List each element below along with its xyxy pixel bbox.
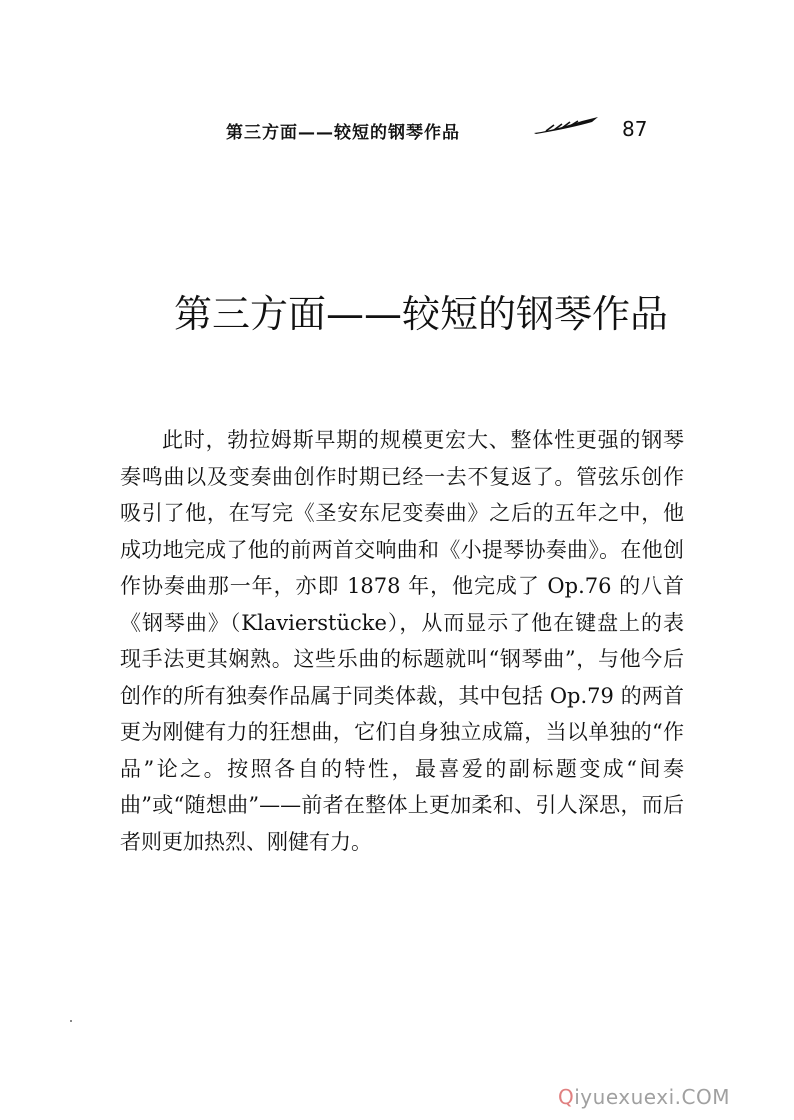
watermark-prefix: Q <box>558 1085 575 1109</box>
body-paragraph: 此时，勃拉姆斯早期的规模更宏大、整体性更强的钢琴奏鸣曲以及变奏曲创作时期已经一去不复返了。管弦乐创作吸引了他，在写完《圣安东尼变奏曲》之后的五年之中，他成功地完成了他的前两首交响曲和《小提琴协奏曲》。在他创作协奏曲那一年，亦即 1878 年，他完成了 Op.76 的八首《钢琴曲》（Klavierstücke），从而显示了他在键盘上的表现手法更其娴熟。这些乐曲的标题就叫“钢琴曲”，与他今后创作的所有独奏作品属于同类体裁，其中包括 Op.79 的两首更为刚健有力的狂想曲，它们自身独立成篇，当以单独的“作品”论之。按照各自的特性，最喜爱的副标题变成“间奏曲”或“随想曲”——前者在整体上更加柔和、引人深思，而后者则更加热烈、刚健有力。 <box>120 428 684 854</box>
page-number: 87 <box>622 117 648 141</box>
running-header-title: 第三方面——较短的钢琴作品 <box>226 123 460 143</box>
quill-ornament-icon <box>532 116 600 136</box>
scan-speck <box>70 1020 72 1022</box>
chapter-title: 第三方面——较短的钢琴作品 <box>174 292 669 336</box>
watermark <box>558 1085 730 1109</box>
watermark-text: iyuexuexi.COM <box>574 1085 730 1109</box>
